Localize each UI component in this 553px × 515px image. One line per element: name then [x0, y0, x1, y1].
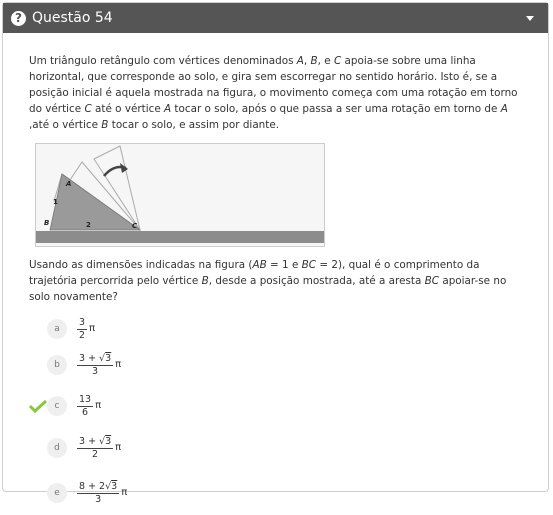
answer-options — [29, 315, 522, 515]
option-e-fraction: $\frac{8 + 2√3}{3}$ — [79, 480, 118, 505]
question-title: Questão 54 — [32, 10, 113, 26]
triangle-diagram — [36, 144, 324, 246]
option-letter: e — [47, 483, 67, 503]
option-c[interactable]: c $\frac{13}{6}$ π — [29, 387, 522, 425]
option-b[interactable]: b $\frac{3 + √3}{3}$ π — [29, 343, 522, 387]
option-a[interactable]: a $\frac{3}{2}$ π — [29, 315, 522, 343]
option-letter: d — [47, 438, 67, 458]
option-letter: c — [47, 396, 67, 416]
question-text: Usando as dimensões indicadas na figura (AB = 1 e BC = 2), qual é o comprimento da trajetória percorrida pelo vértice B, desde a posição mostrada, até a aresta BC apoiar-se no solo novamente? — [29, 259, 507, 303]
ground-strip — [36, 231, 324, 243]
option-e[interactable]: e $\frac{8 + 2√3}{3}$ π — [29, 471, 522, 515]
question-header[interactable] — [3, 3, 548, 33]
caret-down-icon[interactable] — [526, 16, 534, 21]
side-bc-length: 2 — [86, 221, 91, 229]
option-d[interactable]: d $\frac{3 + √3}{2}$ π — [29, 425, 522, 471]
option-c-fraction: $\frac{13}{6}$ — [79, 393, 92, 418]
triangle-abc — [50, 174, 140, 230]
option-letter: a — [47, 319, 67, 339]
vertex-c-label: C — [132, 222, 138, 230]
problem-statement: Um triângulo retângulo com vértices denominados A, B, e C apoia-se sobre uma linha horizontal, que corresponde ao solo, e gira sem escorregar no sentido horário. Isto é, se a posição inicial é aquela mostrada na figura, o movimento começa com uma rotação em torno do vértice C até o vértice A tocar o solo, após o que passa a ser uma rotação em torno de A ,até o vértice B tocar o solo, e assim por diante. — [29, 55, 518, 131]
option-a-fraction: $\frac{3}{2}$ — [79, 316, 86, 341]
vertex-a-label: A — [66, 180, 72, 188]
option-d-fraction: $\frac{3 + √3}{2}$ — [79, 435, 112, 460]
vertex-b-label: B — [44, 219, 50, 227]
question-mark-icon: ? — [11, 11, 26, 26]
question-panel — [2, 2, 549, 505]
side-ab-length: 1 — [53, 198, 58, 206]
option-b-fraction: $\frac{3 + √3}{3}$ — [79, 352, 112, 377]
option-letter: b — [47, 355, 67, 375]
question-content — [3, 33, 548, 515]
rotating-triangle-figure — [35, 143, 325, 247]
correct-check-icon — [29, 399, 47, 413]
